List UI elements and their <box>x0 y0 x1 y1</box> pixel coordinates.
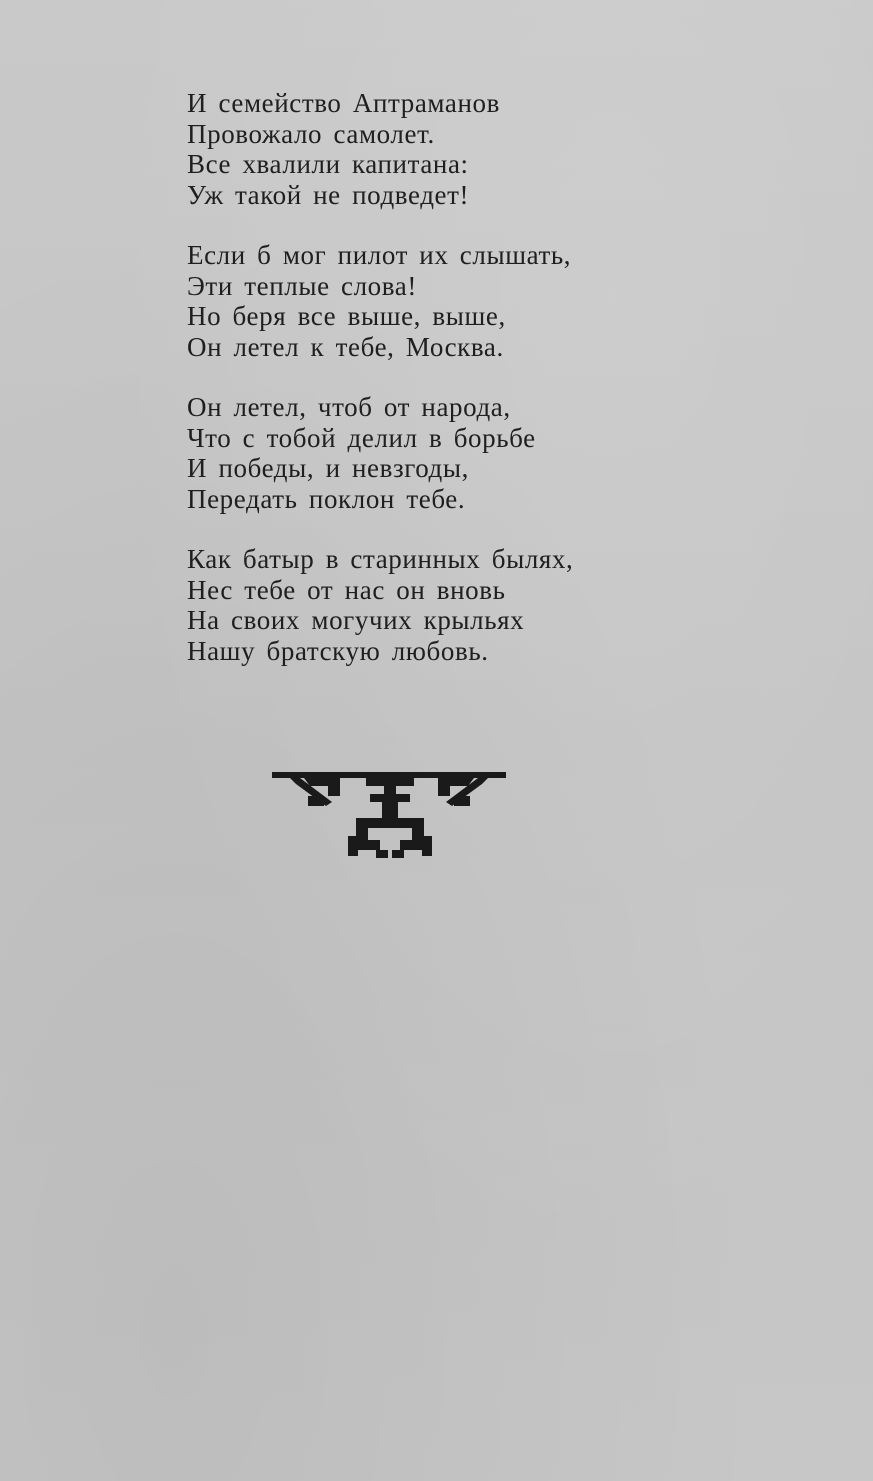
poem-line: Если б мог пилот их слышать, <box>187 240 572 270</box>
poem-line: Передать поклон тебе. <box>187 483 466 514</box>
stanza-3 <box>187 392 707 514</box>
poem-line: Что с тобой делил в борьбе <box>187 422 536 453</box>
ornament-icon <box>270 766 510 858</box>
poem-line: Нес тебе от нас он вновь <box>187 574 506 605</box>
stanza-2 <box>187 240 707 362</box>
poem-line: И семейство Аптраманов <box>187 88 501 118</box>
poem-line: Но беря все выше, выше, <box>187 301 506 331</box>
poem-line: Он летел, чтоб от народа, <box>187 392 511 422</box>
poem-line: Он летел к тебе, Москва. <box>187 331 504 362</box>
poem-line: Как батыр в старинных былях, <box>187 544 574 574</box>
poem-line: На своих могучих крыльях <box>187 605 525 635</box>
poem-line: И победы, и невзгоды, <box>187 453 469 483</box>
poem-line: Провожало самолет. <box>187 118 435 149</box>
poem-line: Эти теплые слова! <box>187 270 417 301</box>
poem-line: Уж такой не подведет! <box>187 179 470 210</box>
stanza-1 <box>187 88 707 210</box>
poem-line: Нашу братскую любовь. <box>187 635 489 666</box>
poem-line: Все хвалили капитана: <box>187 149 469 179</box>
poem <box>187 88 707 696</box>
stanza-4 <box>187 544 707 666</box>
